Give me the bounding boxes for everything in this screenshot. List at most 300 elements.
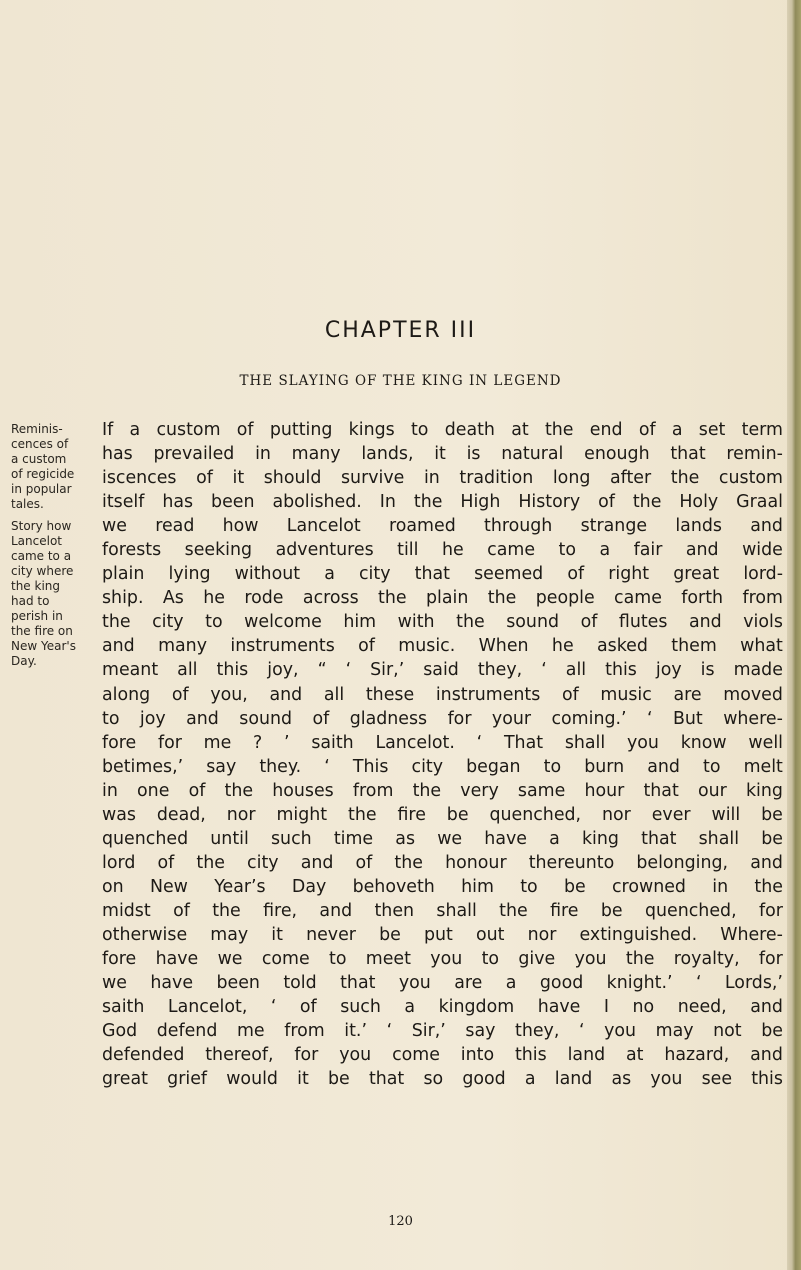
word: fire,	[263, 900, 298, 921]
text-line	[102, 971, 783, 995]
word: joy	[655, 660, 682, 681]
word: of	[312, 708, 330, 729]
word: gladness	[349, 708, 428, 729]
word: music	[600, 684, 652, 705]
word: ‘	[324, 756, 330, 777]
word: has	[102, 444, 133, 465]
text-line	[102, 466, 783, 490]
word: death	[444, 420, 495, 440]
word: put	[423, 924, 453, 945]
word: such	[270, 828, 312, 849]
word: you	[604, 1021, 637, 1042]
word: would	[226, 1069, 278, 1090]
word: be	[446, 804, 469, 825]
word: Lancelot,	[167, 997, 248, 1018]
word: Holy	[679, 492, 719, 513]
word: In	[379, 492, 396, 513]
word: lord	[102, 852, 136, 873]
word: ever	[651, 804, 691, 825]
text-line	[102, 875, 783, 899]
word: the	[224, 780, 254, 801]
text-line	[102, 995, 783, 1019]
word: asked	[597, 636, 648, 657]
word: seemed	[474, 564, 544, 585]
word: no	[632, 997, 655, 1018]
word: be	[600, 900, 623, 921]
word: will	[711, 804, 741, 825]
word: of	[638, 420, 656, 440]
word: ‘	[695, 973, 702, 994]
word: ‘	[270, 997, 277, 1018]
word: these	[365, 684, 415, 705]
word: you,	[210, 684, 248, 705]
word: and	[750, 852, 783, 873]
word: we	[102, 973, 127, 994]
word: without	[234, 564, 301, 585]
word: of	[358, 636, 375, 657]
word: land	[554, 1069, 593, 1090]
word: ‘	[476, 732, 483, 753]
word: are	[673, 684, 702, 705]
text-line	[102, 707, 783, 731]
word: ’	[284, 732, 290, 753]
word: term	[741, 420, 783, 440]
word: fire	[397, 804, 426, 825]
word: city	[358, 564, 391, 585]
word: he	[551, 636, 574, 657]
word: nor	[602, 804, 631, 825]
word: need,	[677, 997, 727, 1018]
word: in	[712, 876, 729, 897]
word: same	[517, 780, 566, 801]
word: a	[129, 420, 141, 440]
word: for	[294, 1045, 319, 1066]
word: people	[535, 588, 595, 609]
word: a	[505, 973, 517, 994]
word: saith	[311, 732, 354, 753]
word: grief	[167, 1069, 208, 1090]
text-line	[102, 731, 783, 755]
word: be	[379, 924, 401, 945]
text-line	[102, 923, 783, 947]
word: king	[745, 780, 783, 801]
word: lord-	[743, 564, 783, 585]
text-line	[102, 803, 783, 827]
word: seeking	[184, 540, 253, 561]
word: If	[102, 420, 114, 440]
word: burn	[584, 756, 625, 777]
word: you	[398, 973, 431, 994]
word: hazard,	[664, 1045, 730, 1066]
word: and	[647, 756, 680, 777]
word: are	[454, 973, 483, 994]
word: crowned	[612, 876, 686, 897]
word: across	[302, 588, 359, 609]
word: fair	[633, 540, 663, 561]
word: this	[751, 1069, 783, 1090]
word: we	[437, 828, 463, 849]
word: know	[680, 732, 727, 753]
word: to	[543, 756, 562, 777]
word: shall	[698, 828, 740, 849]
text-line	[102, 851, 783, 875]
word: came	[614, 588, 662, 609]
word: and	[102, 636, 135, 657]
word: one	[137, 780, 170, 801]
word: till	[397, 540, 419, 561]
word: New	[149, 876, 188, 897]
word: it	[232, 468, 245, 489]
word: rode	[244, 588, 284, 609]
word: such	[340, 997, 381, 1018]
word: be	[563, 876, 586, 897]
word: you	[650, 1069, 683, 1090]
word: joy	[139, 708, 166, 729]
word: have	[155, 949, 199, 970]
word: right	[608, 564, 650, 585]
word: the	[632, 492, 662, 513]
word: Lancelot	[286, 516, 361, 537]
word: all	[177, 660, 198, 681]
word: of	[157, 852, 175, 873]
word: that	[643, 780, 679, 801]
word: be	[761, 828, 783, 849]
word: History	[518, 492, 581, 513]
word: to	[520, 876, 538, 897]
word: melt	[743, 756, 783, 777]
word: end	[589, 420, 623, 440]
word: and	[750, 1045, 783, 1066]
word: viols	[743, 612, 783, 633]
word: and	[685, 540, 719, 561]
word: not	[713, 1021, 742, 1042]
word: through	[484, 516, 553, 537]
word: is	[700, 660, 715, 681]
word: remin-	[726, 444, 783, 465]
word: in	[102, 780, 118, 801]
word: When	[478, 636, 529, 657]
word: Lords,’	[724, 973, 783, 994]
word: a	[524, 1069, 536, 1090]
word: nor	[527, 924, 557, 945]
word: said	[423, 660, 459, 681]
text-line	[102, 755, 783, 779]
text-line	[102, 610, 783, 634]
word: ‘	[541, 660, 547, 681]
word: for	[758, 949, 783, 970]
word: meet	[365, 949, 411, 970]
word: city	[411, 756, 444, 777]
word: of	[561, 684, 579, 705]
text-line	[102, 562, 783, 586]
word: been	[211, 492, 255, 513]
word: the	[196, 852, 225, 873]
word: survive	[340, 468, 405, 489]
word: to	[481, 949, 500, 970]
word: be	[328, 1069, 350, 1090]
word: many	[291, 444, 341, 465]
word: you	[574, 949, 607, 970]
word: kings	[348, 420, 395, 440]
word: and	[688, 612, 722, 633]
word: plain	[425, 588, 469, 609]
word: for	[758, 900, 783, 921]
word: on	[102, 876, 124, 897]
word: the	[394, 852, 423, 873]
word: that	[670, 444, 706, 465]
text-line	[102, 658, 783, 682]
word: kingdom	[438, 997, 515, 1018]
word: ‘	[647, 708, 653, 729]
word: the	[413, 492, 443, 513]
word: saith	[102, 997, 145, 1018]
word: enough	[584, 444, 650, 465]
word: come	[261, 949, 310, 970]
word: the	[499, 900, 528, 921]
word: instruments	[230, 636, 335, 657]
word: natural	[501, 444, 564, 465]
word: that	[340, 973, 376, 994]
word: well	[748, 732, 783, 753]
word: he	[441, 540, 464, 561]
word: midst	[102, 900, 151, 921]
word: be	[761, 1021, 783, 1042]
word: you	[339, 1045, 372, 1066]
word: and	[300, 852, 334, 873]
word: a	[404, 997, 416, 1018]
word: from	[742, 588, 783, 609]
word: came	[487, 540, 536, 561]
word: God	[102, 1021, 138, 1042]
word: Graal	[736, 492, 783, 513]
word: was	[102, 804, 136, 825]
word: the	[754, 876, 783, 897]
word: betimes,’	[102, 756, 184, 777]
word: Where-	[720, 924, 783, 945]
page-edge	[787, 0, 801, 1270]
word: a	[549, 828, 560, 849]
word: lying	[168, 564, 211, 585]
margin-notes	[11, 422, 99, 669]
text-line	[102, 586, 783, 610]
word: time	[333, 828, 374, 849]
word: custom	[156, 420, 221, 440]
word: ‘	[386, 1021, 393, 1042]
word: be	[761, 804, 783, 825]
word: me	[203, 732, 232, 753]
word: great	[673, 564, 720, 585]
word: Sir,’	[411, 1021, 446, 1042]
text-line	[102, 442, 783, 466]
word: wide	[742, 540, 783, 561]
word: forth	[681, 588, 724, 609]
margin-note-lancelot: Story how Lancelot came to a city where the king had to perish in the fire on New Year's Day.	[11, 519, 76, 668]
word: the	[412, 780, 442, 801]
word: custom	[718, 468, 783, 489]
word: many	[158, 636, 207, 657]
word: dead,	[156, 804, 206, 825]
word: hour	[584, 780, 625, 801]
text-line	[102, 899, 783, 923]
word: long	[552, 468, 591, 489]
word: quenched,	[489, 804, 582, 825]
word: defended	[102, 1045, 185, 1066]
word: for	[447, 708, 472, 729]
page-number: 120	[388, 1214, 413, 1229]
word: to	[410, 420, 429, 440]
word: of	[171, 684, 189, 705]
word: of	[580, 612, 598, 633]
word: have	[484, 828, 527, 849]
word: see	[701, 1069, 733, 1090]
word: sound	[506, 612, 560, 633]
word: That	[503, 732, 544, 753]
word: as	[395, 828, 416, 849]
word: roamed	[388, 516, 456, 537]
word: what	[740, 636, 783, 657]
text-line	[102, 779, 783, 803]
text-line	[102, 514, 783, 538]
word: behoveth	[352, 876, 435, 897]
word: made	[733, 660, 783, 681]
text-line	[102, 1067, 783, 1091]
word: should	[263, 468, 322, 489]
word: forests	[102, 540, 162, 561]
word: him	[343, 612, 377, 633]
word: he	[203, 588, 225, 609]
word: and	[750, 997, 783, 1018]
text-line	[102, 418, 783, 442]
word: me	[236, 1021, 265, 1042]
body-text	[102, 418, 783, 1091]
word: the	[544, 420, 574, 440]
word: fore	[102, 732, 137, 753]
word: the	[456, 612, 485, 633]
word: that	[368, 1069, 405, 1090]
word: have	[150, 973, 194, 994]
word: and	[319, 900, 353, 921]
chapter-title: CHAPTER III	[324, 318, 477, 343]
word: the	[487, 588, 517, 609]
word: the	[670, 468, 700, 489]
word: told	[283, 973, 317, 994]
word: our	[697, 780, 727, 801]
text-line	[102, 634, 783, 658]
word: give	[518, 949, 556, 970]
word: in	[255, 444, 271, 465]
word: the	[348, 804, 377, 825]
text-line	[102, 490, 783, 514]
text-line	[102, 683, 783, 707]
word: joy,	[267, 660, 299, 681]
word: thereof,	[205, 1045, 274, 1066]
word: the	[102, 612, 131, 633]
word: But	[672, 708, 703, 729]
word: quenched	[102, 828, 189, 849]
word: the	[378, 588, 407, 609]
word: may	[210, 924, 249, 945]
word: knight.’	[606, 973, 673, 994]
word: ‘	[345, 660, 352, 681]
word: so	[423, 1069, 444, 1090]
word: moved	[723, 684, 783, 705]
word: very	[460, 780, 499, 801]
word: Day	[291, 876, 327, 897]
word: instruments	[435, 684, 541, 705]
word: of	[567, 564, 585, 585]
word: you	[430, 949, 463, 970]
word: that	[414, 564, 450, 585]
word: flutes	[618, 612, 668, 633]
word: itself	[102, 492, 145, 513]
word: ‘	[578, 1021, 585, 1042]
word: plain	[102, 564, 145, 585]
word: you	[626, 732, 659, 753]
word: meant	[102, 660, 159, 681]
word: them	[671, 636, 717, 657]
word: all	[565, 660, 587, 681]
word: say	[465, 1021, 496, 1042]
word: been	[216, 973, 260, 994]
word: prevailed	[153, 444, 235, 465]
word: fire	[550, 900, 579, 921]
word: welcome	[244, 612, 322, 633]
word: the	[212, 900, 241, 921]
word: coming.’	[551, 708, 627, 729]
word: this	[605, 660, 637, 681]
word: a	[599, 540, 611, 561]
word: began	[466, 756, 521, 777]
word: houses	[272, 780, 334, 801]
word: shall	[564, 732, 606, 753]
text-line	[102, 538, 783, 562]
word: have	[537, 997, 581, 1018]
word: music.	[398, 636, 456, 657]
word: great	[102, 1069, 148, 1090]
word: “	[317, 660, 327, 681]
word: land	[567, 1045, 606, 1066]
word: belonging,	[636, 852, 729, 873]
word: quenched,	[644, 900, 737, 921]
word: they,	[477, 660, 523, 681]
margin-note-regicide: Reminis- cences of a custom of regicide in popular tales.	[11, 422, 75, 511]
word: from	[284, 1021, 325, 1042]
text-line	[102, 1019, 783, 1043]
word: city	[152, 612, 184, 633]
word: until	[210, 828, 249, 849]
word: of	[299, 997, 317, 1018]
word: fore	[102, 949, 137, 970]
word: come	[392, 1045, 440, 1066]
word: is	[466, 444, 481, 465]
word: of	[196, 468, 213, 489]
word: Lancelot.	[375, 732, 455, 753]
word: along	[102, 684, 151, 705]
word: how	[222, 516, 259, 537]
word: abolished.	[272, 492, 362, 513]
word: king	[581, 828, 619, 849]
word: and	[750, 516, 783, 537]
word: and	[269, 684, 303, 705]
word: honour	[445, 852, 507, 873]
word: ship.	[102, 588, 144, 609]
word: your	[491, 708, 532, 729]
word: of	[236, 420, 254, 440]
word: we	[217, 949, 243, 970]
word: as	[611, 1069, 632, 1090]
word: to	[205, 612, 223, 633]
word: to	[102, 708, 120, 729]
